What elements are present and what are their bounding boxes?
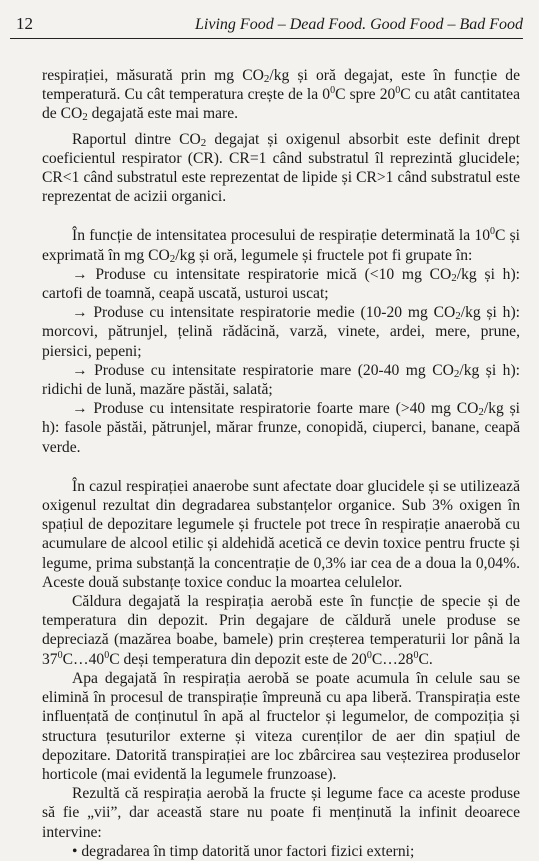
page-body [42,66,520,861]
paragraph-respiration-temperature: respirației, măsurată prin mg CO2/kg și oră degajat, este în funcție de temperatură. Cu cât temperatura crește de la $0^0C$ spre $20^0C$ cu atât cantitatea de CO2 degajată este mai mare. [42,67,520,124]
category-medium: → Produse cu intensitate respiratorie medie (10-20 mg CO2/kg și h): morcovi, pătrunjel, țelină rădăcină, varză, vinete, ardei, mere, prune, piersici, pepeni; [42,304,520,360]
paragraph-water-transpiration: Apa degajată în respirația aerobă se poate acumula în celule sau se elimină în procesul de transpirație împreună cu apa liberă. Transpirația este influențată de conținutul în apă al fructelor și legumelor, de compoziția și structura țesuturilor externe și viteza curenților de aer din spațiul de depozitare. Datorită transpirației are loc zbârcirea sau veștezirea produselor horticole (mai evidentă la legumele frunzoase). [42,669,520,783]
category-very-high: → Produse cu intensitate respiratorie foarte mare (>40 mg CO2/kg și h): fasole păstăi, pătrunjel, mărar frunze, conopidă, ciuperci, banane, ceapă verde. [42,400,520,456]
bullet-physical-factors: • degradarea în timp datorită unor factori fizici externi; [72,842,415,860]
paragraph-respiratory-coefficient: Raportul dintre CO2 degajat și oxigenul absorbit este definit drept coeficientul respirator (CR). CR=1 când substratul îl reprezintă glucidele; CR<1 când substratul este reprezentat de lipide și CR>1 când substratul este reprezentat de acizii organici. [42,130,521,206]
paragraph-respiration-groups: În funcție de intensitatea procesului de respirație determinată la $10^0C$ și exprimată în mg CO2/kg și oră, legumele și fructele pot fi grupate în: → Produse cu intensitate respiratorie mică (<10 mg CO2/kg și h): cartofi de toamnă, ceapă uscată, usturoi uscat; → Produse cu intensitate respiratorie medie (10-20 mg CO2/kg și h): morcovi, pătrunjel, țelină rădăcină, varză, vinete, ardei, mere, prune, piersici, pepeni; → Produse cu intensitate respiratorie mare (20-40 mg CO2/kg și h): ridichi de lună, mazăre păstăi, salată; → Produse cu intensitate respiratorie foarte mare (>40 mg CO2/kg și h): fasole păstăi, pătrunjel, mărar frunze, conopidă, ciuperci, banane, ceapă verde. [42,226,521,456]
category-high: → Produse cu intensitate respiratorie mare (20-40 mg CO2/kg și h): ridichi de lună, mazăre păstăi, salată; [42,361,520,399]
page-header [10,14,523,39]
category-low: → Produse cu intensitate respiratorie mică (<10 mg CO2/kg și h): cartofi de toamnă, ceapă uscată, usturoi uscat; [42,265,520,303]
paragraph-heat-released: Căldura degajată la respirația aerobă este în funcție de specie și de temperatura din depozit. Prin degajare de căldură unele produse se depreciază (mazărea boabe, bamele) prin creșterea temperaturii lor până la $37^0C\dots 40^0C$ deși temperatura din depozit este de $20^0C\dots 28^0C$. [42,593,520,668]
running-title: Living Food – Dead Food. Good Food – Bad Food [195,16,523,33]
paragraph-conclusion: Rezultă că respirația aerobă la fructe și legume face ca aceste produse să fie „vii”, dar această stare nu poate fi menținută la infinit deoarece intervine: [42,785,520,841]
paragraph-anaerobic-respiration: În cazul respirației anaerobe sunt afectate doar glucidele și se utilizează oxigenul rezultat din degradarea substanțelor organice. Sub 3% oxigen în spațiul de depozitare legumele și fructele pot trece în respirație anaerobă cu acumulare de alcool etilic și aldehidă acetică ce devin toxice pentru fructe și legume, prima substanță la concentrație de 0,3% iar cea de a doua la 0,04%. Aceste două substanțe toxice conduc la moartea celulelor. [42,477,520,591]
page-number: 12 [16,14,33,33]
